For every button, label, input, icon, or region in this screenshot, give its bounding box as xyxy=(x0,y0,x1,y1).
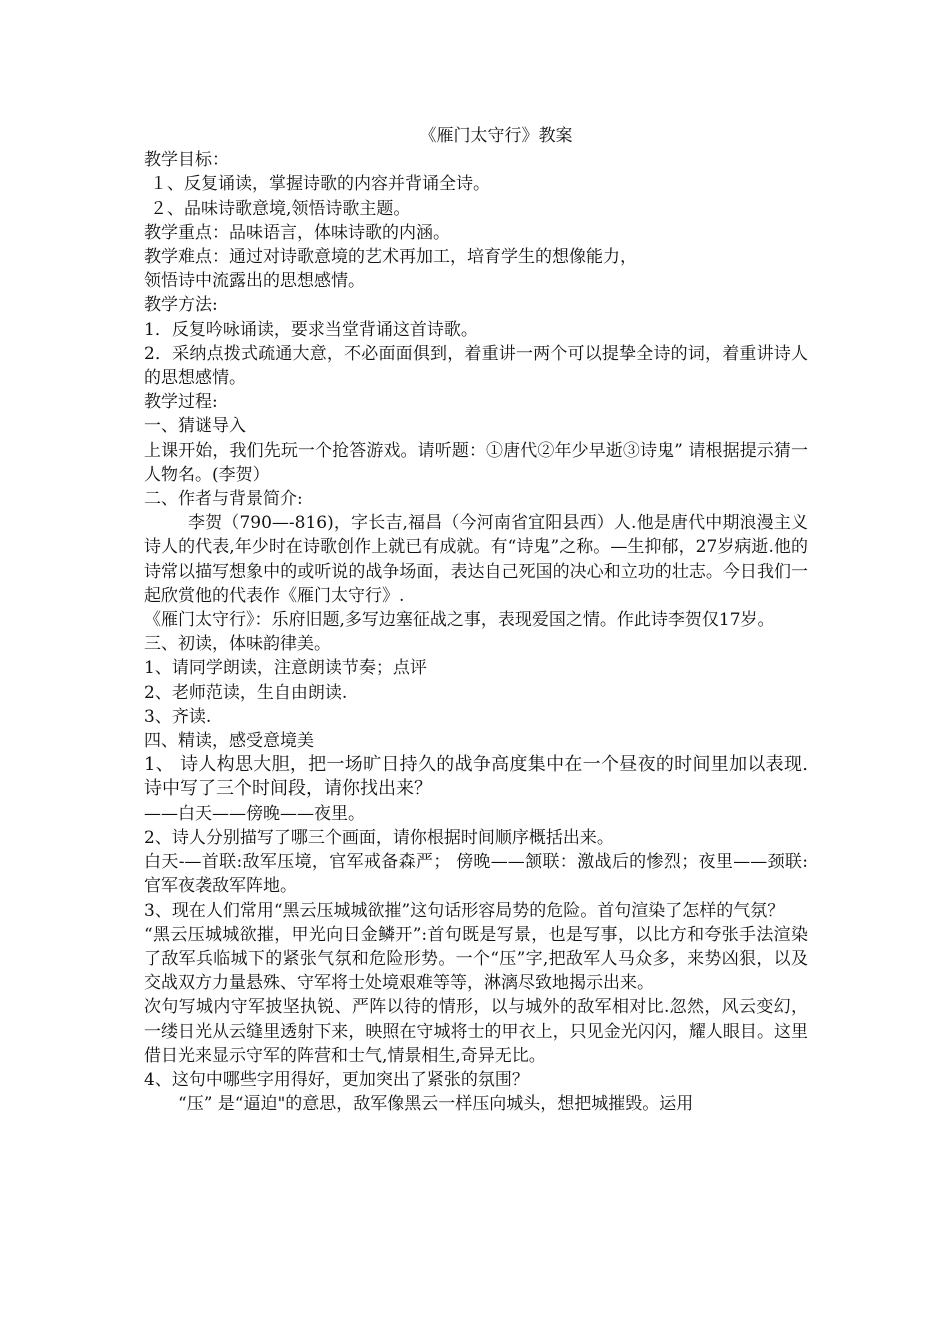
step-3-item-3: 3、齐读. xyxy=(144,706,212,727)
step-heading-2: 二、作者与背景简介: xyxy=(144,489,303,510)
method-item-1: 1．反复吟咏诵读，要求当堂背诵这首诗歌。 xyxy=(144,319,478,340)
document-title: 《雁门太守行》教案 xyxy=(419,126,573,146)
document-page xyxy=(144,124,808,1116)
step-heading-3: 三、初读，体味韵律美。 xyxy=(144,634,331,655)
objective-item-2: ２、品味诗歌意境,领悟诗歌主题。 xyxy=(150,198,411,219)
teaching-difficulty-cont: 领悟诗中流露出的思想感情。 xyxy=(144,271,365,292)
teaching-focus: 教学重点：品味语言，体味诗歌的内涵。 xyxy=(144,222,450,243)
answer-3-part-1: “黑云压城城欲摧，甲光向日金鳞开”:首句既是写景，也是写事，以比方和夸张手法渲染了敌军兵临城下的紧张气氛和危险形势。一个“压”字,把敌军人马众多，来势凶狠，以及交战双方力量悬殊、守军将士处境艰难等等，淋漓尽致地揭示出来。 xyxy=(144,924,808,994)
section-heading-methods: 教学方法: xyxy=(144,295,218,316)
section-heading-process: 教学过程: xyxy=(144,392,218,413)
step-heading-1: 一、猜谜导入 xyxy=(144,416,246,437)
method-item-2: 2．采纳点拨式疏通大意，不必面面俱到，着重讲一两个可以提挚全诗的词，着重讲诗人的思想感情。 xyxy=(144,343,808,389)
answer-3-part-2: 次句写城内守军披坚执锐、严阵以待的情形，以与城外的敌军相对比.忽然，风云变幻，一缕日光从云缝里透射下来，映照在守城将士的甲衣上，只见金光闪闪，耀人眼目。这里借日光来显示守军的阵营和士气,情景相生,奇异无比。 xyxy=(144,997,808,1066)
answer-2: 白天-—首联:敌军压境，官军戒备森严； 傍晚——颔联：激战后的惨烈；夜里——颈联:官军夜袭敌军阵地。 xyxy=(144,852,808,897)
step-3-item-2: 2、老师范读，生自由朗读. xyxy=(144,682,348,703)
question-4: 4、这句中哪些字用得好，更加突出了紧张的氛围？ xyxy=(144,1069,529,1090)
poem-background: 《雁门太守行》：乐府旧题,多写边塞征战之事，表现爱国之情。作此诗李贺仅17岁。 xyxy=(144,610,775,631)
question-3: 3、现在人们常用“黑云压城城欲摧”这句话形容局势的危险。首句渲染了怎样的气氛？ xyxy=(144,900,785,921)
author-bio: 李贺（790—-816)，字长吉,福昌（今河南省宜阳县西）人.他是唐代中期浪漫主义诗人的代表,年少时在诗歌创作上就已有成就。有“诗鬼”之称。—生抑郁，27岁病逝.他的诗常以描写想象中的或听说的战争场面，表达自己死国的决心和立功的壮志。今日我们一起欣赏他的代表作《雁门太守行》. xyxy=(144,513,808,606)
question-1: 1、 诗人构思大胆，把一场旷日持久的战争高度集中在一个昼夜的时间里加以表现.诗中写了三个时间段，请你找出来？ xyxy=(144,754,808,800)
step-3-item-1: 1、请同学朗读，注意朗读节奏；点评 xyxy=(144,658,427,679)
step-1-body: 上课开始，我们先玩一个抢答游戏。请听题：①唐代②年少早逝③诗鬼” 请根据提示猜一人物名。(李贺） xyxy=(144,440,808,485)
question-2: 2、诗人分别描写了哪三个画面，请你根据时间顺序概括出来。 xyxy=(144,827,614,848)
answer-1: ——白天——傍晚——夜里。 xyxy=(144,803,365,824)
objective-item-1: １、反复诵读，掌握诗歌的内容并背诵全诗。 xyxy=(150,174,490,195)
section-heading-objectives: 教学目标： xyxy=(144,150,229,171)
teaching-difficulty: 教学难点：通过对诗歌意境的艺术再加工，培育学生的想像能力， xyxy=(144,247,637,268)
step-heading-4: 四、精读，感受意境美 xyxy=(144,731,314,752)
answer-4: “压” 是“逼迫"的意思，敌军像黑云一样压向城头，想把城摧毁。运用 xyxy=(178,1094,694,1115)
